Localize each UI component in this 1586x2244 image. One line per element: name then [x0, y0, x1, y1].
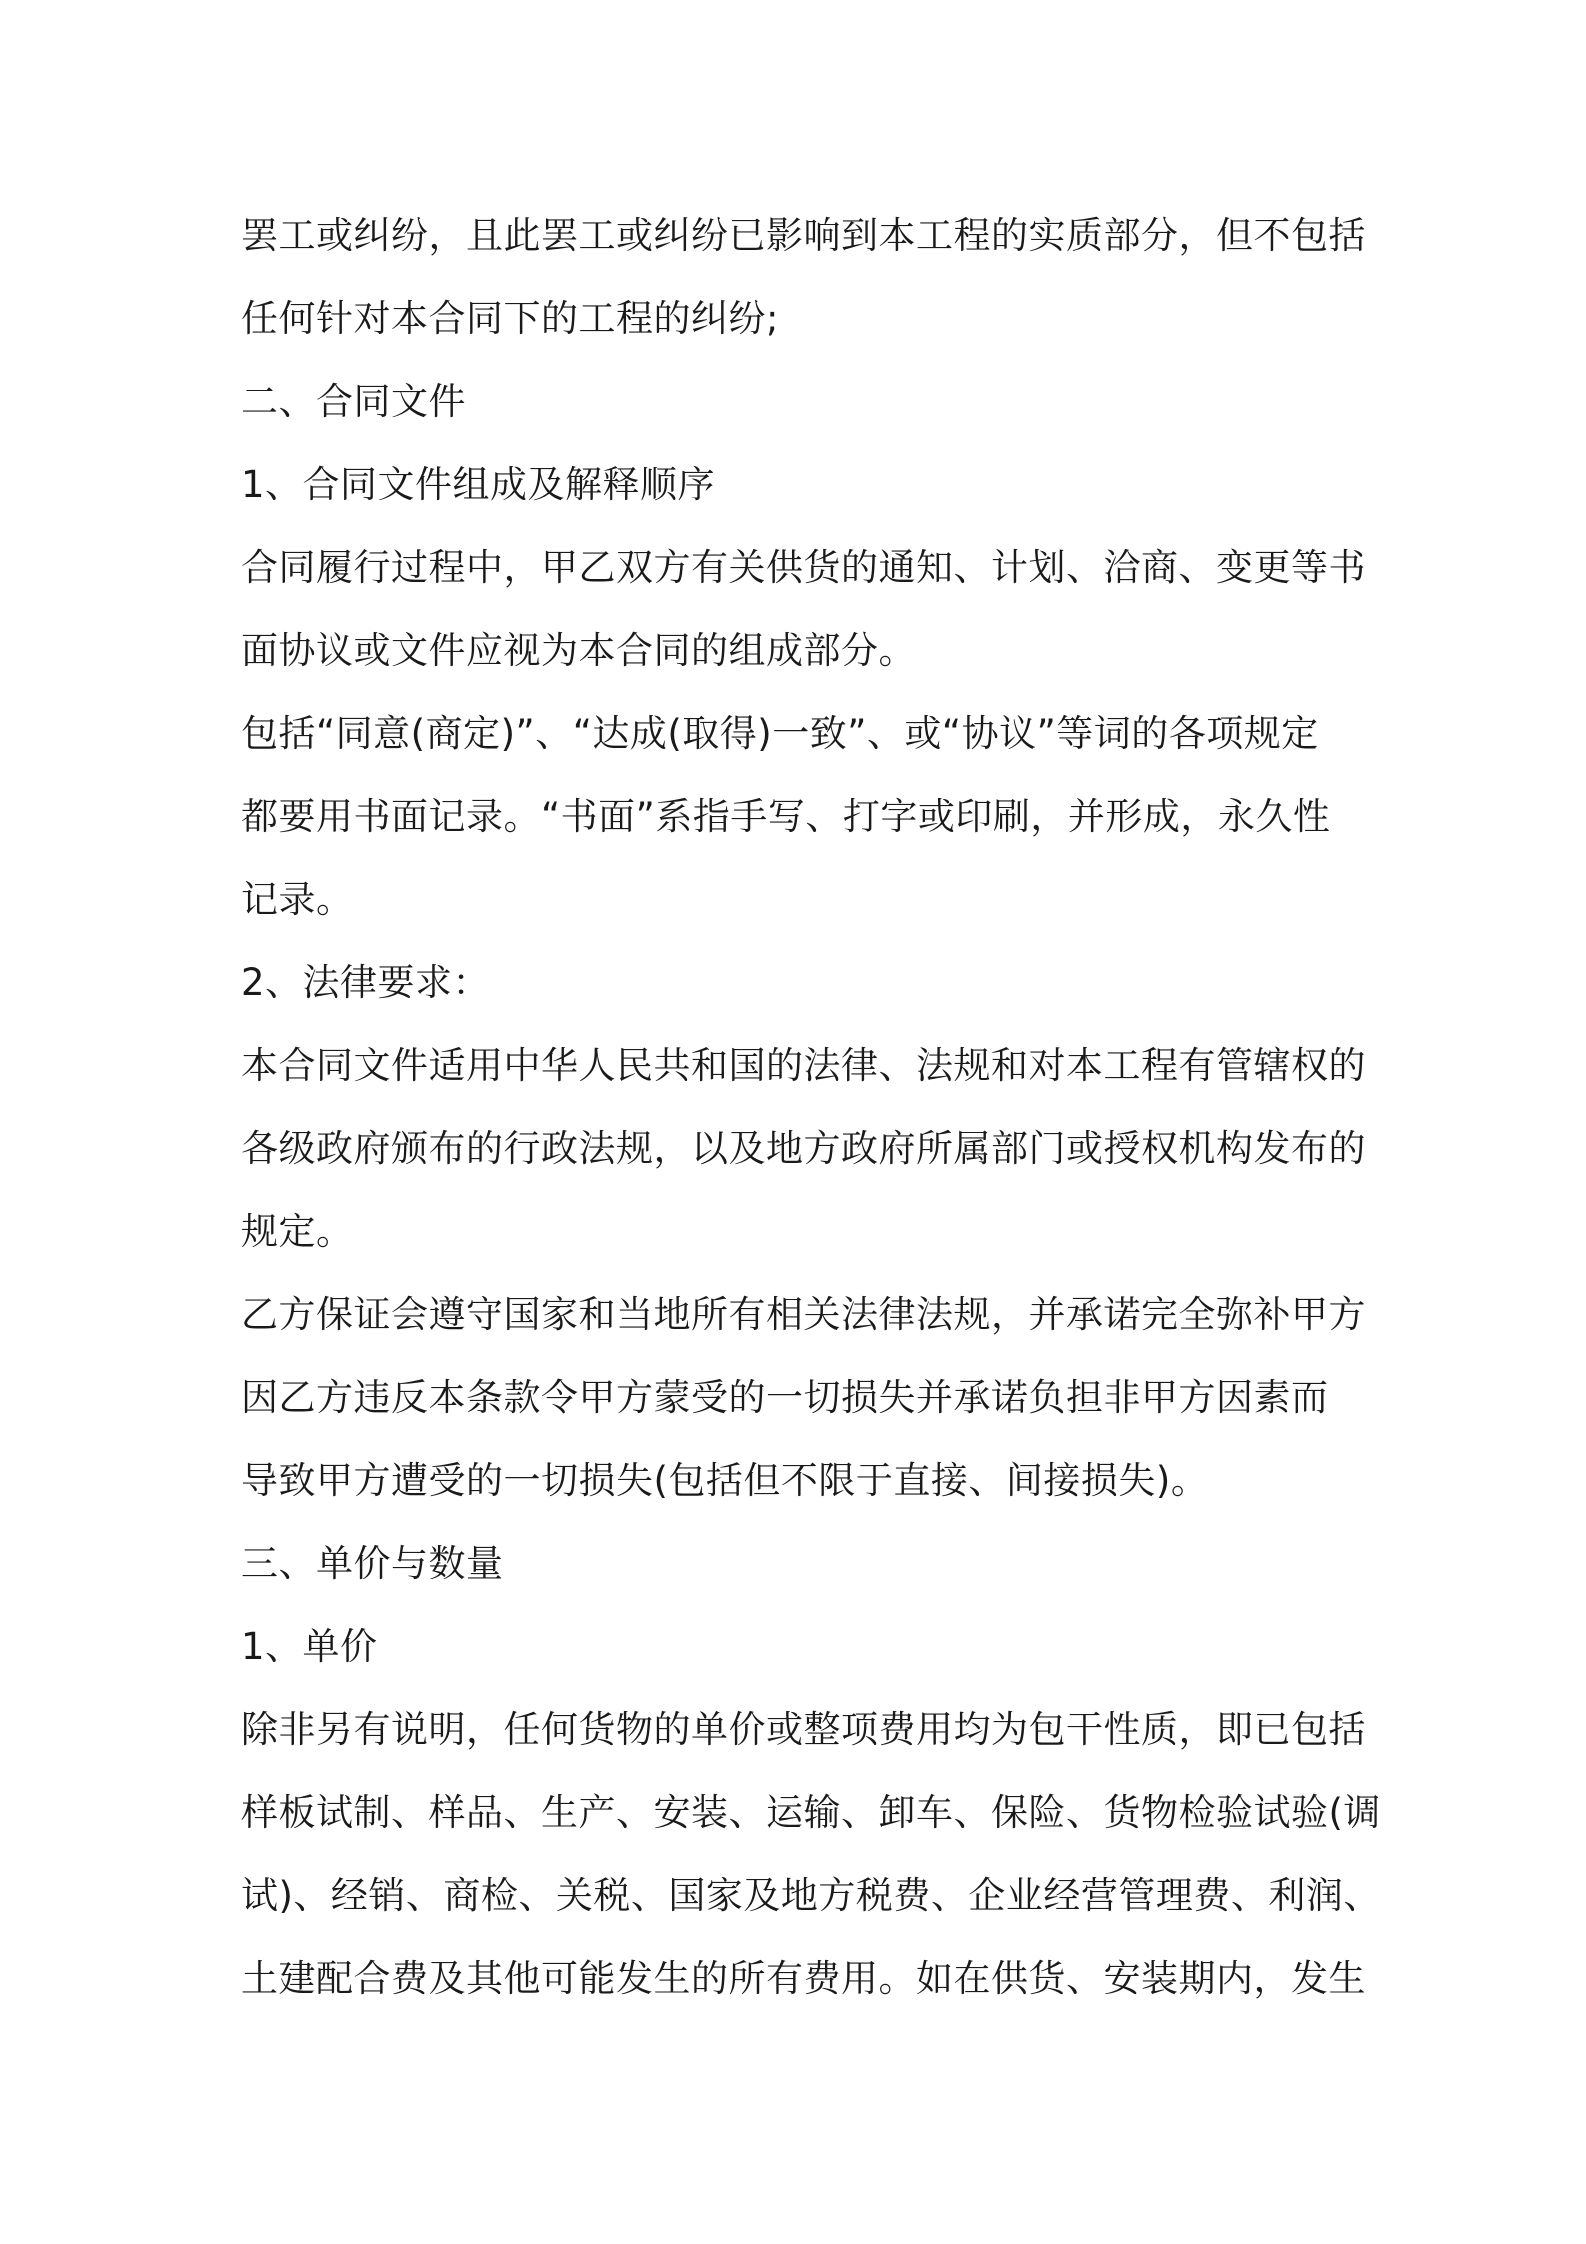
- text-line: 导致甲方遭受的一切损失(包括但不限于直接、间接损失)。: [241, 1459, 1209, 1502]
- text-line: 各级政府颁布的行政法规，以及地方政府所属部门或授权机构发布的: [241, 1127, 1366, 1170]
- text-line: 规定。: [241, 1210, 354, 1253]
- text-line: 乙方保证会遵守国家和当地所有相关法律法规，并承诺完全弥补甲方: [241, 1293, 1366, 1336]
- text-line: 样板试制、样品、生产、安装、运输、卸车、保险、货物检验试验(调: [241, 1791, 1381, 1834]
- text-line: 因乙方违反本条款令甲方蒙受的一切损失并承诺负担非甲方因素而: [241, 1376, 1329, 1419]
- text-line: 任何针对本合同下的工程的纠纷;: [241, 297, 779, 340]
- subsection-heading: 2、法律要求：: [241, 961, 491, 1004]
- text-line: 本合同文件适用中华人民共和国的法律、法规和对本工程有管辖权的: [241, 1044, 1366, 1087]
- text-line: 包括“同意(商定)”、“达成(取得)一致”、或“协议”等词的各项规定: [241, 712, 1319, 755]
- text-line: 除非另有说明，任何货物的单价或整项费用均为包干性质，即已包括: [241, 1708, 1366, 1751]
- subsection-heading: 1、单价: [241, 1625, 378, 1668]
- text-line: 土建配合费及其他可能发生的所有费用。如在供货、安装期内，发生: [241, 1957, 1366, 2000]
- text-line: 面协议或文件应视为本合同的组成部分。: [241, 629, 916, 672]
- text-line: 罢工或纠纷，且此罢工或纠纷已影响到本工程的实质部分，但不包括: [241, 214, 1366, 257]
- document-body: [241, 194, 1381, 2020]
- section-heading: 三、单价与数量: [241, 1542, 504, 1585]
- text-line: 记录。: [241, 878, 354, 921]
- text-line: 试)、经销、商检、关税、国家及地方税费、企业经营管理费、利润、: [241, 1874, 1381, 1917]
- text-line: 合同履行过程中，甲乙双方有关供货的通知、计划、洽商、变更等书: [241, 546, 1366, 589]
- subsection-heading: 1、合同文件组成及解释顺序: [241, 463, 716, 506]
- text-line: 都要用书面记录。“书面”系指手写、打字或印刷，并形成，永久性: [241, 795, 1331, 838]
- section-heading: 二、合同文件: [241, 380, 466, 423]
